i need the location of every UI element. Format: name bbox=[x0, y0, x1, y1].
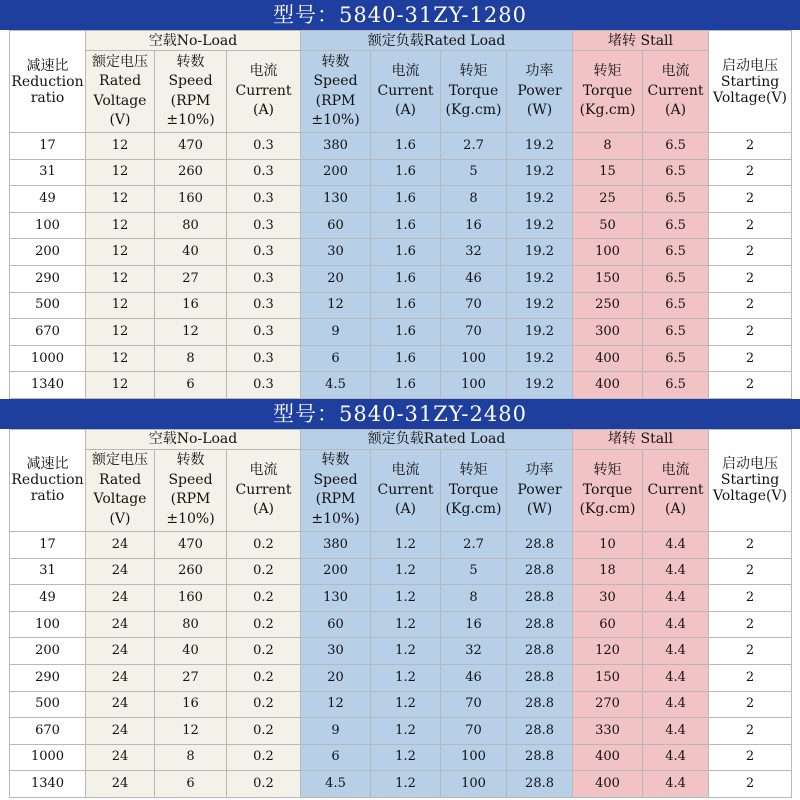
cell-no-load-speed: 8 bbox=[155, 345, 227, 372]
group-header-no-load: 空载No-Load bbox=[86, 429, 301, 449]
cell-no-load-current: 0.3 bbox=[227, 292, 301, 319]
cell-no-load-speed: 6 bbox=[155, 771, 227, 798]
table-row bbox=[10, 345, 792, 372]
cell-stall-torque: 400 bbox=[573, 372, 643, 399]
col-header-stall-current: 电流 Current (A) bbox=[643, 51, 709, 133]
cell-load-torque: 100 bbox=[441, 345, 507, 372]
cell-no-load-speed: 80 bbox=[155, 611, 227, 638]
cell-load-speed: 12 bbox=[301, 292, 371, 319]
cell-stall-torque: 18 bbox=[573, 558, 643, 585]
cell-rated-voltage: 12 bbox=[86, 372, 155, 399]
table-row bbox=[10, 133, 792, 160]
cell-reduction-ratio: 49 bbox=[10, 186, 86, 213]
col-header-load-current: 电流 Current (A) bbox=[371, 449, 441, 531]
cell-load-current: 1.6 bbox=[371, 372, 441, 399]
table-row bbox=[10, 638, 792, 665]
cell-rated-voltage: 24 bbox=[86, 664, 155, 691]
cell-load-power: 19.2 bbox=[507, 319, 573, 346]
cell-load-current: 1.2 bbox=[371, 531, 441, 558]
cell-reduction-ratio: 670 bbox=[10, 319, 86, 346]
cell-load-torque: 16 bbox=[441, 611, 507, 638]
spec-table bbox=[9, 429, 792, 798]
cell-no-load-speed: 6 bbox=[155, 372, 227, 399]
table-row bbox=[10, 691, 792, 718]
cell-starting-voltage: 2 bbox=[709, 345, 792, 372]
cell-reduction-ratio: 200 bbox=[10, 239, 86, 266]
cell-load-power: 19.2 bbox=[507, 265, 573, 292]
table-row bbox=[10, 319, 792, 346]
cell-load-power: 28.8 bbox=[507, 664, 573, 691]
column-header-row bbox=[10, 51, 792, 133]
cell-no-load-speed: 8 bbox=[155, 744, 227, 771]
cell-load-current: 1.2 bbox=[371, 691, 441, 718]
cell-no-load-speed: 160 bbox=[155, 186, 227, 213]
cell-rated-voltage: 24 bbox=[86, 638, 155, 665]
cell-no-load-current: 0.3 bbox=[227, 159, 301, 186]
cell-starting-voltage: 2 bbox=[709, 585, 792, 612]
cell-load-power: 19.2 bbox=[507, 159, 573, 186]
cell-load-torque: 46 bbox=[441, 265, 507, 292]
cell-no-load-speed: 260 bbox=[155, 159, 227, 186]
cell-starting-voltage: 2 bbox=[709, 372, 792, 399]
cell-rated-voltage: 12 bbox=[86, 345, 155, 372]
col-header-load-torque: 转矩 Torque (Kg.cm) bbox=[441, 449, 507, 531]
cell-load-speed: 200 bbox=[301, 159, 371, 186]
table-row bbox=[10, 664, 792, 691]
cell-stall-torque: 60 bbox=[573, 611, 643, 638]
cell-no-load-speed: 27 bbox=[155, 664, 227, 691]
spec-table-block bbox=[0, 399, 800, 798]
cell-load-current: 1.2 bbox=[371, 718, 441, 745]
cell-load-speed: 20 bbox=[301, 265, 371, 292]
cell-stall-torque: 400 bbox=[573, 771, 643, 798]
cell-rated-voltage: 12 bbox=[86, 319, 155, 346]
cell-starting-voltage: 2 bbox=[709, 319, 792, 346]
cell-load-current: 1.6 bbox=[371, 159, 441, 186]
cell-no-load-current: 0.2 bbox=[227, 664, 301, 691]
cell-stall-current: 6.5 bbox=[643, 133, 709, 160]
cell-load-speed: 60 bbox=[301, 611, 371, 638]
cell-load-power: 19.2 bbox=[507, 212, 573, 239]
col-header-no-load-current: 电流 Current (A) bbox=[227, 51, 301, 133]
table-row bbox=[10, 558, 792, 585]
cell-load-current: 1.6 bbox=[371, 292, 441, 319]
cell-load-speed: 30 bbox=[301, 239, 371, 266]
table-row bbox=[10, 531, 792, 558]
cell-no-load-current: 0.2 bbox=[227, 744, 301, 771]
group-header-row bbox=[10, 31, 792, 51]
cell-starting-voltage: 2 bbox=[709, 239, 792, 266]
col-header-stall-current: 电流 Current (A) bbox=[643, 449, 709, 531]
cell-no-load-speed: 80 bbox=[155, 212, 227, 239]
model-title: 型号：5840-31ZY-2480 bbox=[273, 401, 527, 426]
col-header-stall-torque: 转矩 Torque (Kg.cm) bbox=[573, 449, 643, 531]
cell-rated-voltage: 12 bbox=[86, 265, 155, 292]
cell-load-torque: 16 bbox=[441, 212, 507, 239]
cell-load-current: 1.2 bbox=[371, 611, 441, 638]
cell-no-load-speed: 470 bbox=[155, 133, 227, 160]
cell-load-torque: 70 bbox=[441, 292, 507, 319]
cell-rated-voltage: 24 bbox=[86, 585, 155, 612]
cell-no-load-current: 0.2 bbox=[227, 771, 301, 798]
cell-rated-voltage: 24 bbox=[86, 611, 155, 638]
cell-load-torque: 8 bbox=[441, 585, 507, 612]
cell-rated-voltage: 12 bbox=[86, 159, 155, 186]
col-header-reduction-ratio: 减速比 Reduction ratio bbox=[10, 429, 86, 531]
col-header-rated-voltage: 额定电压Rated Voltage (V) bbox=[86, 449, 155, 531]
cell-reduction-ratio: 1000 bbox=[10, 744, 86, 771]
cell-load-torque: 32 bbox=[441, 638, 507, 665]
cell-reduction-ratio: 200 bbox=[10, 638, 86, 665]
cell-load-speed: 30 bbox=[301, 638, 371, 665]
cell-load-current: 1.2 bbox=[371, 771, 441, 798]
cell-no-load-current: 0.3 bbox=[227, 345, 301, 372]
cell-load-speed: 9 bbox=[301, 718, 371, 745]
cell-no-load-current: 0.2 bbox=[227, 531, 301, 558]
cell-load-torque: 2.7 bbox=[441, 133, 507, 160]
col-header-reduction-ratio: 减速比 Reduction ratio bbox=[10, 31, 86, 133]
cell-load-power: 28.8 bbox=[507, 718, 573, 745]
cell-no-load-speed: 16 bbox=[155, 691, 227, 718]
cell-load-torque: 5 bbox=[441, 558, 507, 585]
cell-stall-current: 6.5 bbox=[643, 345, 709, 372]
cell-load-power: 28.8 bbox=[507, 531, 573, 558]
cell-load-power: 19.2 bbox=[507, 292, 573, 319]
cell-stall-current: 4.4 bbox=[643, 531, 709, 558]
cell-no-load-current: 0.2 bbox=[227, 558, 301, 585]
table-row bbox=[10, 159, 792, 186]
table-row bbox=[10, 265, 792, 292]
col-header-load-speed: 转数 Speed (RPM ±10%) bbox=[301, 449, 371, 531]
cell-load-torque: 8 bbox=[441, 186, 507, 213]
table-row bbox=[10, 212, 792, 239]
cell-stall-torque: 250 bbox=[573, 292, 643, 319]
cell-load-torque: 70 bbox=[441, 691, 507, 718]
cell-rated-voltage: 12 bbox=[86, 239, 155, 266]
cell-stall-torque: 150 bbox=[573, 265, 643, 292]
table-row bbox=[10, 239, 792, 266]
cell-no-load-speed: 12 bbox=[155, 718, 227, 745]
cell-stall-current: 6.5 bbox=[643, 372, 709, 399]
cell-load-power: 28.8 bbox=[507, 744, 573, 771]
col-header-no-load-speed: 转数 Speed (RPM ±10%) bbox=[155, 449, 227, 531]
cell-load-power: 19.2 bbox=[507, 133, 573, 160]
cell-rated-voltage: 24 bbox=[86, 531, 155, 558]
col-header-load-current: 电流 Current (A) bbox=[371, 51, 441, 133]
cell-load-power: 28.8 bbox=[507, 585, 573, 612]
group-header-stall: 堵转 Stall bbox=[573, 31, 709, 51]
cell-reduction-ratio: 290 bbox=[10, 664, 86, 691]
cell-load-torque: 100 bbox=[441, 744, 507, 771]
cell-rated-voltage: 12 bbox=[86, 133, 155, 160]
cell-reduction-ratio: 31 bbox=[10, 159, 86, 186]
cell-starting-voltage: 2 bbox=[709, 558, 792, 585]
cell-stall-current: 4.4 bbox=[643, 611, 709, 638]
cell-reduction-ratio: 500 bbox=[10, 292, 86, 319]
cell-starting-voltage: 2 bbox=[709, 531, 792, 558]
cell-rated-voltage: 24 bbox=[86, 744, 155, 771]
cell-no-load-speed: 40 bbox=[155, 638, 227, 665]
cell-load-current: 1.2 bbox=[371, 585, 441, 612]
column-header-row bbox=[10, 449, 792, 531]
cell-load-current: 1.6 bbox=[371, 239, 441, 266]
cell-starting-voltage: 2 bbox=[709, 638, 792, 665]
cell-stall-torque: 30 bbox=[573, 585, 643, 612]
cell-no-load-current: 0.2 bbox=[227, 611, 301, 638]
cell-stall-current: 6.5 bbox=[643, 319, 709, 346]
cell-load-power: 19.2 bbox=[507, 372, 573, 399]
cell-load-current: 1.6 bbox=[371, 212, 441, 239]
cell-stall-torque: 400 bbox=[573, 345, 643, 372]
group-header-row bbox=[10, 429, 792, 449]
cell-starting-voltage: 2 bbox=[709, 186, 792, 213]
cell-stall-current: 6.5 bbox=[643, 186, 709, 213]
cell-no-load-speed: 470 bbox=[155, 531, 227, 558]
cell-load-speed: 4.5 bbox=[301, 372, 371, 399]
cell-stall-torque: 10 bbox=[573, 531, 643, 558]
cell-no-load-current: 0.3 bbox=[227, 372, 301, 399]
cell-no-load-speed: 27 bbox=[155, 265, 227, 292]
cell-load-torque: 70 bbox=[441, 718, 507, 745]
cell-load-speed: 130 bbox=[301, 186, 371, 213]
cell-load-current: 1.2 bbox=[371, 558, 441, 585]
cell-load-current: 1.2 bbox=[371, 638, 441, 665]
group-header-rated-load: 额定负载Rated Load bbox=[301, 429, 573, 449]
cell-load-torque: 100 bbox=[441, 771, 507, 798]
cell-no-load-speed: 12 bbox=[155, 319, 227, 346]
col-header-stall-torque: 转矩 Torque (Kg.cm) bbox=[573, 51, 643, 133]
cell-load-power: 28.8 bbox=[507, 638, 573, 665]
cell-load-speed: 9 bbox=[301, 319, 371, 346]
spec-table bbox=[9, 30, 792, 399]
spec-table-block bbox=[0, 0, 800, 399]
table-row bbox=[10, 744, 792, 771]
col-header-load-speed: 转数 Speed (RPM ±10%) bbox=[301, 51, 371, 133]
cell-no-load-current: 0.2 bbox=[227, 691, 301, 718]
cell-reduction-ratio: 670 bbox=[10, 718, 86, 745]
cell-reduction-ratio: 31 bbox=[10, 558, 86, 585]
col-header-no-load-speed: 转数 Speed (RPM ±10%) bbox=[155, 51, 227, 133]
cell-stall-torque: 400 bbox=[573, 744, 643, 771]
table-row bbox=[10, 611, 792, 638]
cell-stall-torque: 25 bbox=[573, 186, 643, 213]
col-header-rated-voltage: 额定电压Rated Voltage (V) bbox=[86, 51, 155, 133]
cell-no-load-speed: 16 bbox=[155, 292, 227, 319]
cell-starting-voltage: 2 bbox=[709, 744, 792, 771]
cell-reduction-ratio: 1000 bbox=[10, 345, 86, 372]
table-row bbox=[10, 372, 792, 399]
table-row bbox=[10, 771, 792, 798]
cell-no-load-current: 0.2 bbox=[227, 585, 301, 612]
cell-reduction-ratio: 1340 bbox=[10, 372, 86, 399]
cell-load-speed: 130 bbox=[301, 585, 371, 612]
cell-load-speed: 6 bbox=[301, 345, 371, 372]
cell-no-load-speed: 40 bbox=[155, 239, 227, 266]
cell-load-current: 1.2 bbox=[371, 664, 441, 691]
cell-starting-voltage: 2 bbox=[709, 159, 792, 186]
cell-reduction-ratio: 1340 bbox=[10, 771, 86, 798]
table-row bbox=[10, 718, 792, 745]
cell-reduction-ratio: 100 bbox=[10, 611, 86, 638]
cell-load-speed: 200 bbox=[301, 558, 371, 585]
cell-stall-torque: 270 bbox=[573, 691, 643, 718]
cell-stall-current: 6.5 bbox=[643, 292, 709, 319]
cell-load-speed: 12 bbox=[301, 691, 371, 718]
cell-load-speed: 60 bbox=[301, 212, 371, 239]
cell-no-load-current: 0.3 bbox=[227, 186, 301, 213]
cell-rated-voltage: 12 bbox=[86, 212, 155, 239]
cell-stall-current: 4.4 bbox=[643, 664, 709, 691]
cell-load-current: 1.6 bbox=[371, 133, 441, 160]
cell-starting-voltage: 2 bbox=[709, 664, 792, 691]
cell-stall-current: 6.5 bbox=[643, 212, 709, 239]
cell-no-load-current: 0.3 bbox=[227, 212, 301, 239]
cell-stall-current: 6.5 bbox=[643, 265, 709, 292]
cell-rated-voltage: 24 bbox=[86, 771, 155, 798]
model-title: 型号：5840-31ZY-1280 bbox=[273, 3, 527, 27]
cell-starting-voltage: 2 bbox=[709, 212, 792, 239]
cell-stall-torque: 100 bbox=[573, 239, 643, 266]
cell-reduction-ratio: 100 bbox=[10, 212, 86, 239]
cell-reduction-ratio: 49 bbox=[10, 585, 86, 612]
cell-load-torque: 32 bbox=[441, 239, 507, 266]
cell-load-power: 19.2 bbox=[507, 345, 573, 372]
model-title-bar bbox=[0, 399, 800, 429]
cell-stall-current: 4.4 bbox=[643, 771, 709, 798]
col-header-load-power: 功率 Power (W) bbox=[507, 449, 573, 531]
cell-no-load-current: 0.3 bbox=[227, 133, 301, 160]
cell-reduction-ratio: 500 bbox=[10, 691, 86, 718]
cell-stall-current: 4.4 bbox=[643, 744, 709, 771]
cell-load-torque: 5 bbox=[441, 159, 507, 186]
cell-no-load-current: 0.3 bbox=[227, 319, 301, 346]
cell-no-load-speed: 260 bbox=[155, 558, 227, 585]
cell-load-power: 19.2 bbox=[507, 186, 573, 213]
cell-rated-voltage: 24 bbox=[86, 718, 155, 745]
cell-no-load-current: 0.2 bbox=[227, 638, 301, 665]
cell-load-torque: 46 bbox=[441, 664, 507, 691]
cell-load-speed: 380 bbox=[301, 133, 371, 160]
cell-load-power: 28.8 bbox=[507, 558, 573, 585]
cell-load-power: 19.2 bbox=[507, 239, 573, 266]
cell-stall-current: 4.4 bbox=[643, 585, 709, 612]
cell-starting-voltage: 2 bbox=[709, 611, 792, 638]
cell-load-torque: 70 bbox=[441, 319, 507, 346]
group-header-no-load: 空载No-Load bbox=[86, 31, 301, 51]
cell-stall-torque: 300 bbox=[573, 319, 643, 346]
cell-stall-torque: 150 bbox=[573, 664, 643, 691]
col-header-load-torque: 转矩 Torque (Kg.cm) bbox=[441, 51, 507, 133]
cell-starting-voltage: 2 bbox=[709, 691, 792, 718]
table-row bbox=[10, 186, 792, 213]
cell-no-load-current: 0.2 bbox=[227, 718, 301, 745]
cell-stall-torque: 8 bbox=[573, 133, 643, 160]
cell-no-load-current: 0.3 bbox=[227, 239, 301, 266]
cell-load-speed: 380 bbox=[301, 531, 371, 558]
cell-stall-torque: 50 bbox=[573, 212, 643, 239]
cell-load-torque: 100 bbox=[441, 372, 507, 399]
cell-no-load-current: 0.3 bbox=[227, 265, 301, 292]
cell-load-current: 1.6 bbox=[371, 319, 441, 346]
cell-load-current: 1.6 bbox=[371, 186, 441, 213]
cell-rated-voltage: 24 bbox=[86, 558, 155, 585]
group-header-stall: 堵转 Stall bbox=[573, 429, 709, 449]
cell-starting-voltage: 2 bbox=[709, 292, 792, 319]
cell-stall-current: 4.4 bbox=[643, 718, 709, 745]
col-header-starting-voltage: 启动电压 Starting Voltage(V) bbox=[709, 31, 792, 133]
cell-load-speed: 4.5 bbox=[301, 771, 371, 798]
cell-reduction-ratio: 17 bbox=[10, 531, 86, 558]
cell-starting-voltage: 2 bbox=[709, 771, 792, 798]
cell-stall-current: 4.4 bbox=[643, 691, 709, 718]
cell-load-speed: 20 bbox=[301, 664, 371, 691]
cell-load-speed: 6 bbox=[301, 744, 371, 771]
table-row bbox=[10, 585, 792, 612]
cell-load-power: 28.8 bbox=[507, 771, 573, 798]
cell-load-power: 28.8 bbox=[507, 611, 573, 638]
model-title-bar bbox=[0, 0, 800, 30]
table-row bbox=[10, 292, 792, 319]
group-header-rated-load: 额定负载Rated Load bbox=[301, 31, 573, 51]
col-header-no-load-current: 电流 Current (A) bbox=[227, 449, 301, 531]
cell-stall-current: 4.4 bbox=[643, 638, 709, 665]
cell-stall-current: 6.5 bbox=[643, 159, 709, 186]
cell-load-power: 28.8 bbox=[507, 691, 573, 718]
col-header-starting-voltage: 启动电压 Starting Voltage(V) bbox=[709, 429, 792, 531]
cell-rated-voltage: 24 bbox=[86, 691, 155, 718]
cell-stall-torque: 15 bbox=[573, 159, 643, 186]
cell-load-current: 1.6 bbox=[371, 345, 441, 372]
cell-starting-voltage: 2 bbox=[709, 265, 792, 292]
cell-stall-torque: 330 bbox=[573, 718, 643, 745]
cell-stall-torque: 120 bbox=[573, 638, 643, 665]
cell-rated-voltage: 12 bbox=[86, 186, 155, 213]
cell-reduction-ratio: 17 bbox=[10, 133, 86, 160]
cell-stall-current: 4.4 bbox=[643, 558, 709, 585]
cell-starting-voltage: 2 bbox=[709, 718, 792, 745]
cell-stall-current: 6.5 bbox=[643, 239, 709, 266]
cell-load-current: 1.6 bbox=[371, 265, 441, 292]
cell-starting-voltage: 2 bbox=[709, 133, 792, 160]
cell-load-torque: 2.7 bbox=[441, 531, 507, 558]
cell-reduction-ratio: 290 bbox=[10, 265, 86, 292]
col-header-load-power: 功率 Power (W) bbox=[507, 51, 573, 133]
cell-load-current: 1.2 bbox=[371, 744, 441, 771]
cell-rated-voltage: 12 bbox=[86, 292, 155, 319]
cell-no-load-speed: 160 bbox=[155, 585, 227, 612]
